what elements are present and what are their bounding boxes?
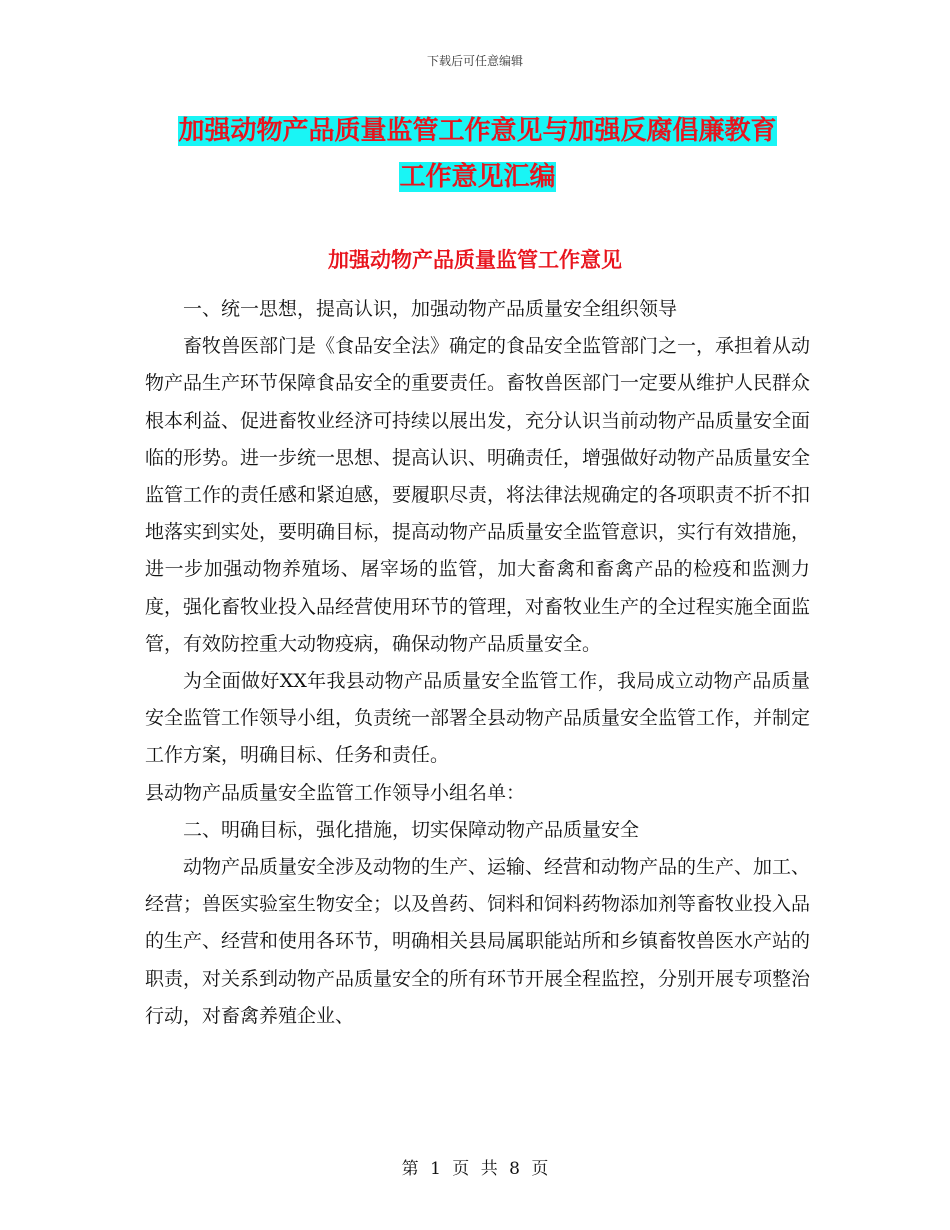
paragraph-list-caption: 县动物产品质量安全监管工作领导小组名单： (145, 781, 526, 804)
page-number-footer: 第 1 页 共 8 页 (401, 1159, 549, 1179)
document-title-line-1: 加强动物产品质量监管工作意见与加强反腐倡廉教育 (178, 116, 777, 146)
document-body (145, 291, 810, 1035)
paragraph: 畜牧兽医部门是《食品安全法》确定的食品安全监管部门之一，承担着从动物产品生产环节保障食品安全的重要责任。畜牧兽医部门一定要从维护人民群众根本利益、促进畜牧业经济可持续以展出发，充分认识当前动物产品质量安全面临的形势。进一步统一思想、提高认识、明确责任，增强做好动物产品质量安全监管工作的责任感和紧迫感，要履职尽责，将法律法规确定的各项职责不折不扣地落实到实处，要明确目标，提高动物产品质量安全监管意识，实行有效措施，进一步加强动物养殖场、屠宰场的监管，加大畜禽和畜禽产品的检疫和监测力度，强化畜牧业投入品经营使用环节的管理，对畜牧业生产的全过程实施全面监管，有效防控重大动物疫病，确保动物产品质量安全。 (145, 335, 811, 655)
section-title: 加强动物产品质量监管工作意见 (328, 247, 622, 272)
document-title (145, 108, 810, 200)
paragraph-heading-2: 二、明确目标，强化措施，切实保障动物产品质量安全 (183, 818, 640, 841)
paragraph: 为全面做好XX年我县动物产品质量安全监管工作，我局成立动物产品质量安全监管工作领导小组，负责统一部署全县动物产品质量安全监管工作，并制定工作方案，明确目标、任务和责任。 (145, 670, 811, 767)
header-note: 下载后可任意编辑 (426, 54, 523, 68)
document-title-line-2: 工作意见汇编 (399, 162, 556, 192)
paragraph: 动物产品质量安全涉及动物的生产、运输、经营和动物产品的生产、加工、经营；兽医实验室生物安全；以及兽药、饲料和饲料药物添加剂等畜牧业投入品的生产、经营和使用各环节，明确相关县局属职能站所和乡镇畜牧兽医水产站的职责，对关系到动物产品质量安全的所有环节开展全程监控，分别开展专项整治行动，对畜禽养殖企业、 (145, 856, 811, 1027)
paragraph-heading-1: 一、统一思想，提高认识，加强动物产品质量安全组织领导 (183, 298, 678, 320)
